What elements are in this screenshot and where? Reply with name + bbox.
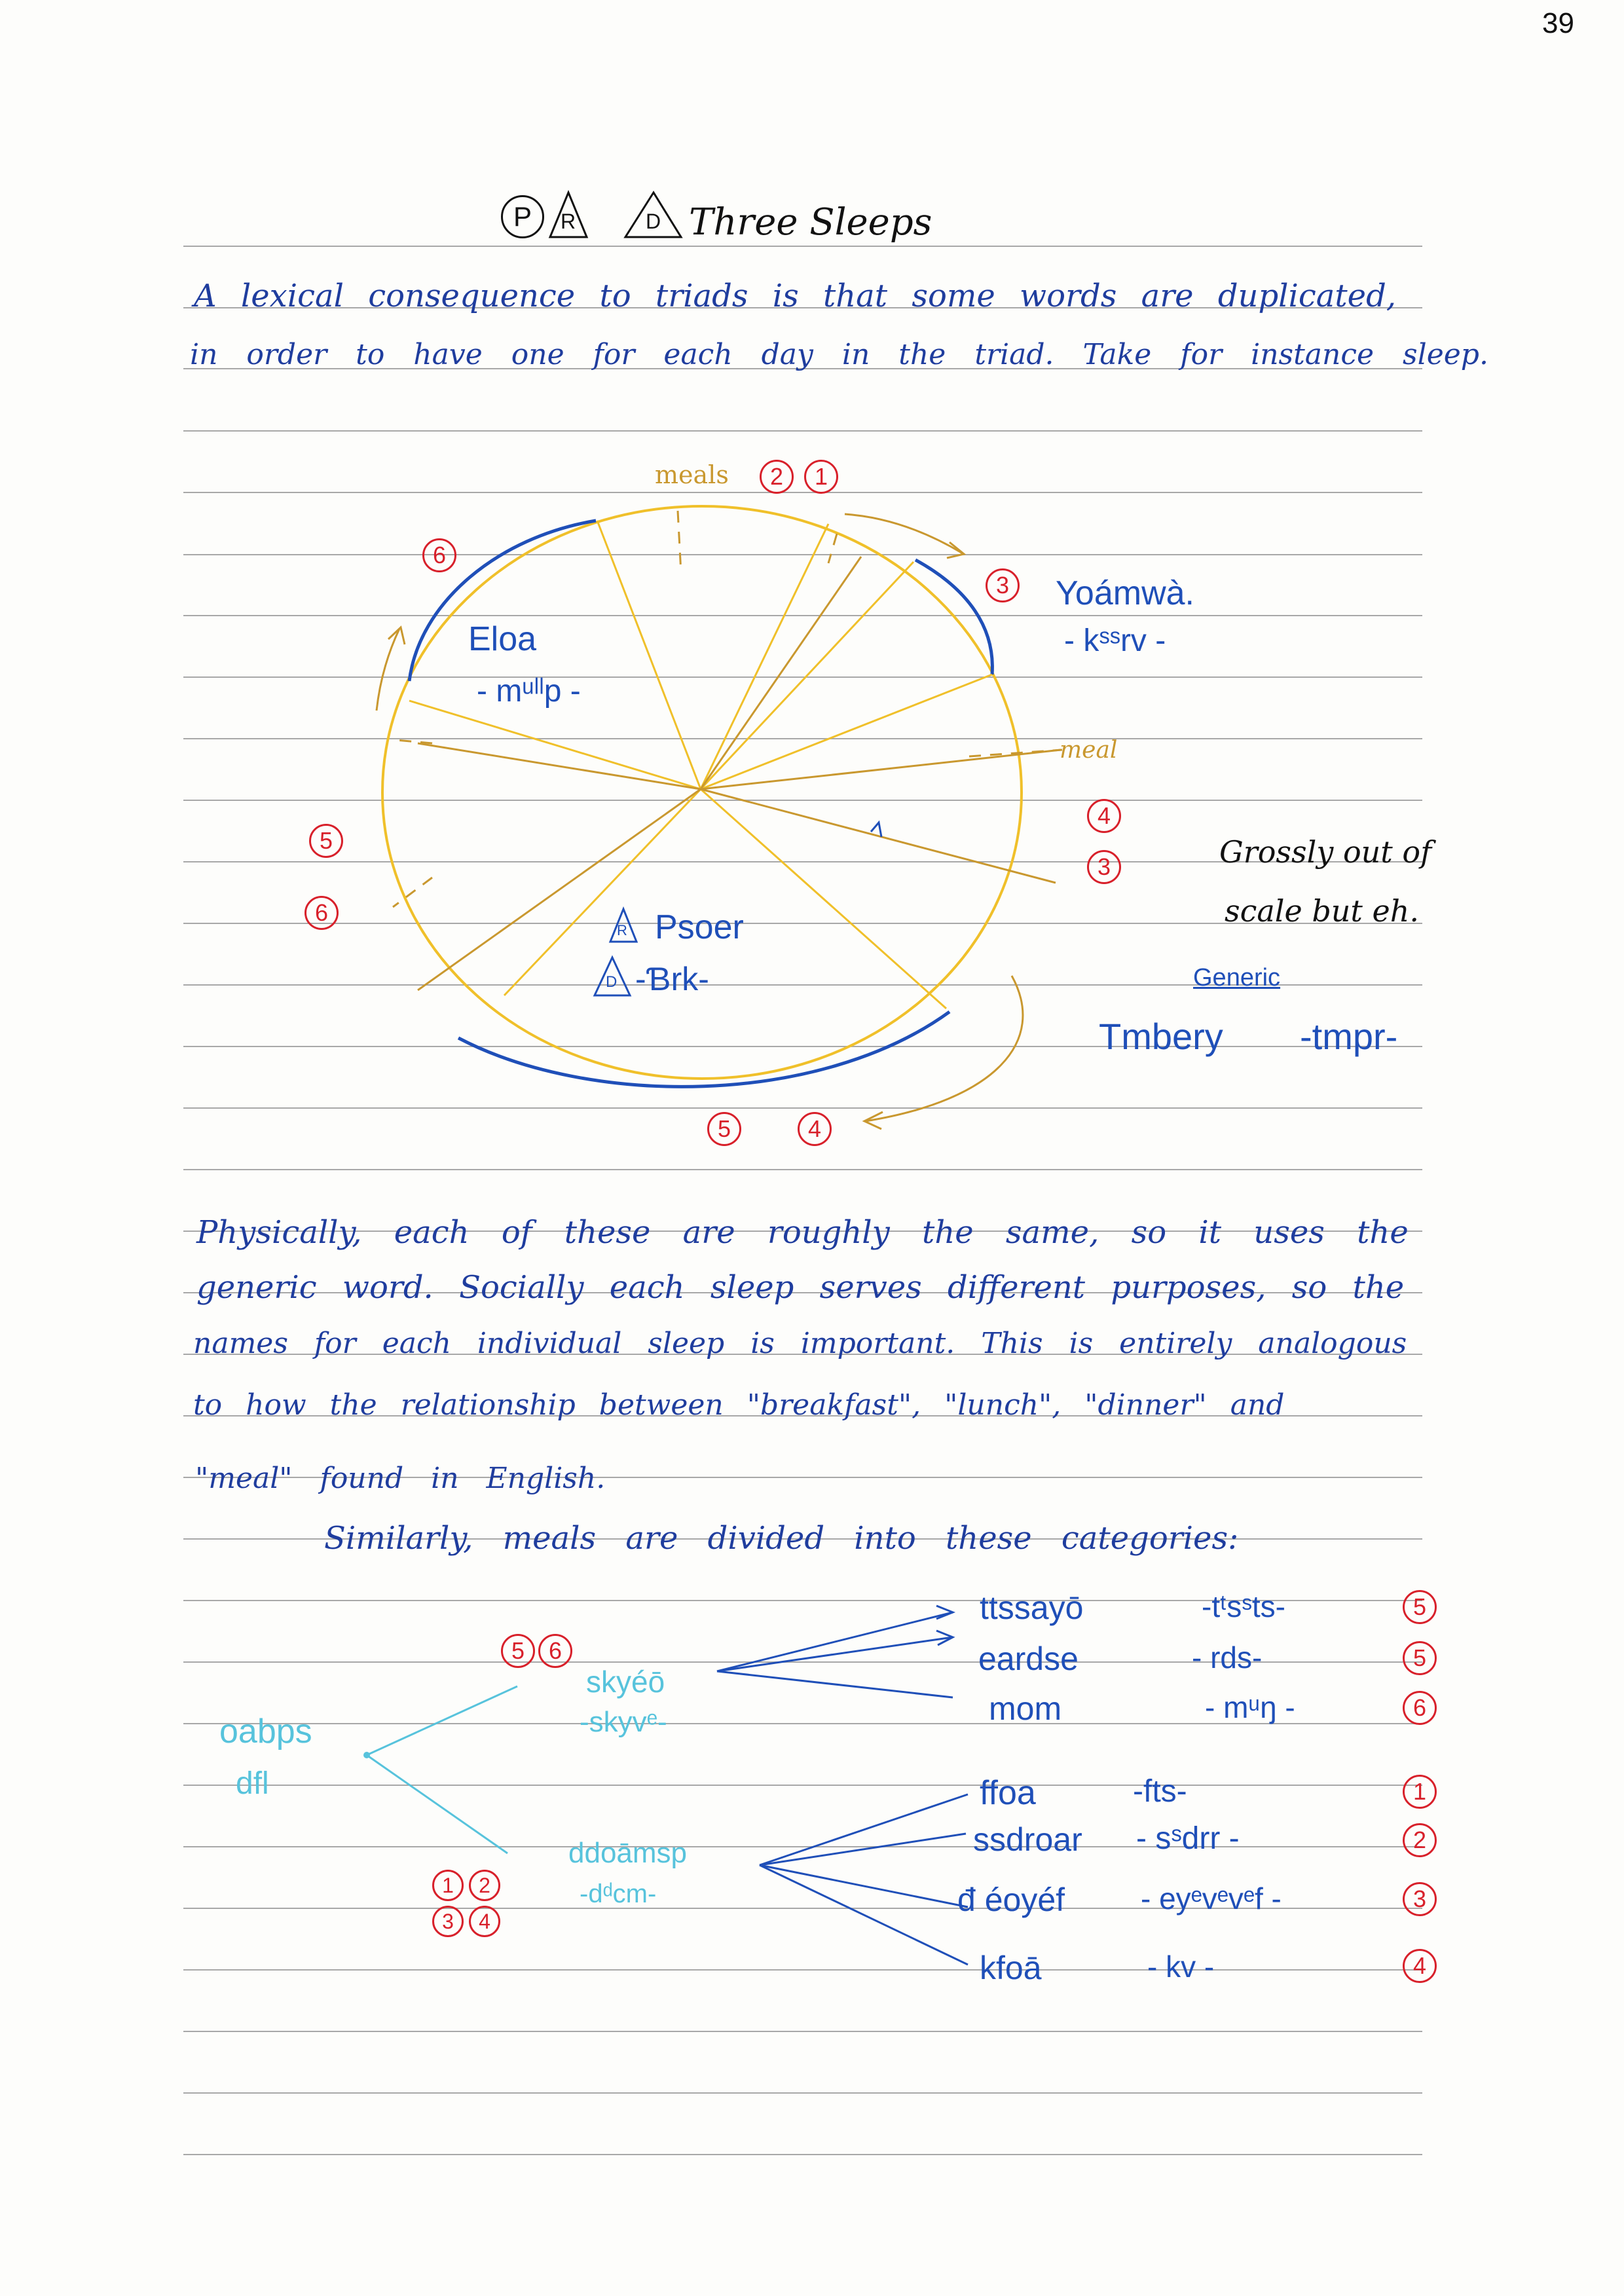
number-badge: 6 bbox=[304, 896, 339, 930]
leaf-word: mom bbox=[989, 1690, 1062, 1727]
number-badge: 6 bbox=[538, 1634, 572, 1668]
branch-two-root: -dᵈcm- bbox=[580, 1879, 657, 1908]
branch-one-root: -skyvᵉ- bbox=[580, 1706, 667, 1738]
sleep-name-yoamwa: Yoámwà. bbox=[1056, 574, 1194, 612]
sleep-mark-r: R bbox=[617, 922, 627, 938]
number-badge: 6 bbox=[1403, 1691, 1437, 1725]
number-badge: 2 bbox=[469, 1870, 500, 1901]
page-title: Three Sleeps bbox=[689, 201, 932, 244]
number-badge: 5 bbox=[501, 1634, 535, 1668]
tree-root-word: oabps bbox=[219, 1713, 312, 1750]
branch-two-word: ddoāmsp bbox=[568, 1837, 688, 1869]
title-mark-r: R bbox=[561, 210, 576, 233]
leaf-root: -fts- bbox=[1133, 1774, 1187, 1809]
sleep-name-psoer: Psoer bbox=[655, 908, 744, 946]
number-badge: 5 bbox=[707, 1112, 741, 1146]
similar-line: Similarly, meals are divided into these categories: bbox=[324, 1520, 1239, 1557]
number-badge: 5 bbox=[1403, 1641, 1437, 1675]
body-line-1: Physically, each of these are roughly the same, so it uses the bbox=[196, 1214, 1409, 1251]
sleep-root-eloa: - mᵘˡˡp - bbox=[477, 674, 581, 709]
number-badge: 5 bbox=[1403, 1590, 1437, 1624]
meals-label: meals bbox=[655, 460, 729, 489]
number-badge: 4 bbox=[798, 1112, 832, 1146]
leaf-root: - eyᵉvᵉvᵉf - bbox=[1141, 1881, 1282, 1916]
number-badge: 1 bbox=[1403, 1775, 1437, 1809]
leaf-root: - kv - bbox=[1147, 1950, 1215, 1984]
page-number: 39 bbox=[1542, 7, 1574, 39]
leaf-word: ttssayō bbox=[980, 1589, 1084, 1626]
leaf-root: - sˢdrr - bbox=[1136, 1821, 1240, 1856]
sleep-name-eloa: Eloa bbox=[468, 620, 537, 658]
number-badge: 4 bbox=[1087, 799, 1121, 833]
sleep-mark-d: D bbox=[606, 973, 618, 991]
number-badge: 6 bbox=[422, 538, 456, 572]
intro-line-2: in order to have one for each day in the triad. Take for instance sleep. bbox=[190, 338, 1488, 371]
number-badge: 2 bbox=[760, 460, 794, 494]
leaf-word: kfoā bbox=[980, 1950, 1042, 1986]
body-line-4: to how the relationship between "breakfast", "lunch", "dinner" and bbox=[193, 1388, 1285, 1422]
leaf-word: eardse bbox=[978, 1640, 1079, 1677]
sleep-root-yoamwa: - kˢˢrv - bbox=[1064, 623, 1166, 658]
scale-note-line-2: scale but eh. bbox=[1225, 893, 1420, 929]
number-badge: 3 bbox=[432, 1906, 464, 1937]
title-mark-p: P bbox=[513, 201, 532, 232]
number-badge: 3 bbox=[1403, 1882, 1437, 1916]
number-badge: 3 bbox=[986, 568, 1020, 602]
leaf-word: ffoa bbox=[980, 1774, 1036, 1812]
number-badge: 1 bbox=[804, 460, 838, 494]
leaf-root: - mᵘŋ - bbox=[1205, 1690, 1295, 1724]
meal-label: meal bbox=[1060, 737, 1118, 764]
scale-note-line-1: Grossly out of bbox=[1219, 834, 1432, 870]
body-line-5: "meal" found in English. bbox=[195, 1462, 606, 1495]
intro-line-1: A lexical consequence to triads is that some words are duplicated, bbox=[194, 278, 1397, 314]
leaf-word: ssdroar bbox=[973, 1821, 1082, 1858]
number-badge: 4 bbox=[1403, 1949, 1437, 1983]
generic-root: -tmpr- bbox=[1300, 1016, 1398, 1057]
title-mark-d: D bbox=[646, 210, 661, 233]
sleep-root-psoer: -Ɓrk- bbox=[635, 961, 709, 997]
branch-one-word: skyéō bbox=[586, 1665, 665, 1699]
body-line-3: names for each individual sleep is important. This is entirely analogous bbox=[193, 1327, 1407, 1360]
tree-root-root: dfl bbox=[236, 1766, 269, 1801]
number-badge: 3 bbox=[1087, 850, 1121, 884]
leaf-root: - rds- bbox=[1192, 1640, 1263, 1675]
number-badge: 5 bbox=[309, 824, 343, 858]
number-badge: 4 bbox=[469, 1906, 500, 1937]
number-badge: 2 bbox=[1403, 1823, 1437, 1857]
leaf-root: -tᵗsˢts- bbox=[1202, 1589, 1285, 1623]
generic-heading: Generic bbox=[1193, 964, 1281, 991]
body-line-2: generic word. Socially each sleep serves different purposes, so the bbox=[196, 1269, 1405, 1306]
number-badge: 1 bbox=[432, 1870, 464, 1901]
generic-word: Tmbery bbox=[1099, 1016, 1223, 1057]
leaf-word: đ éoyéf bbox=[957, 1881, 1065, 1918]
